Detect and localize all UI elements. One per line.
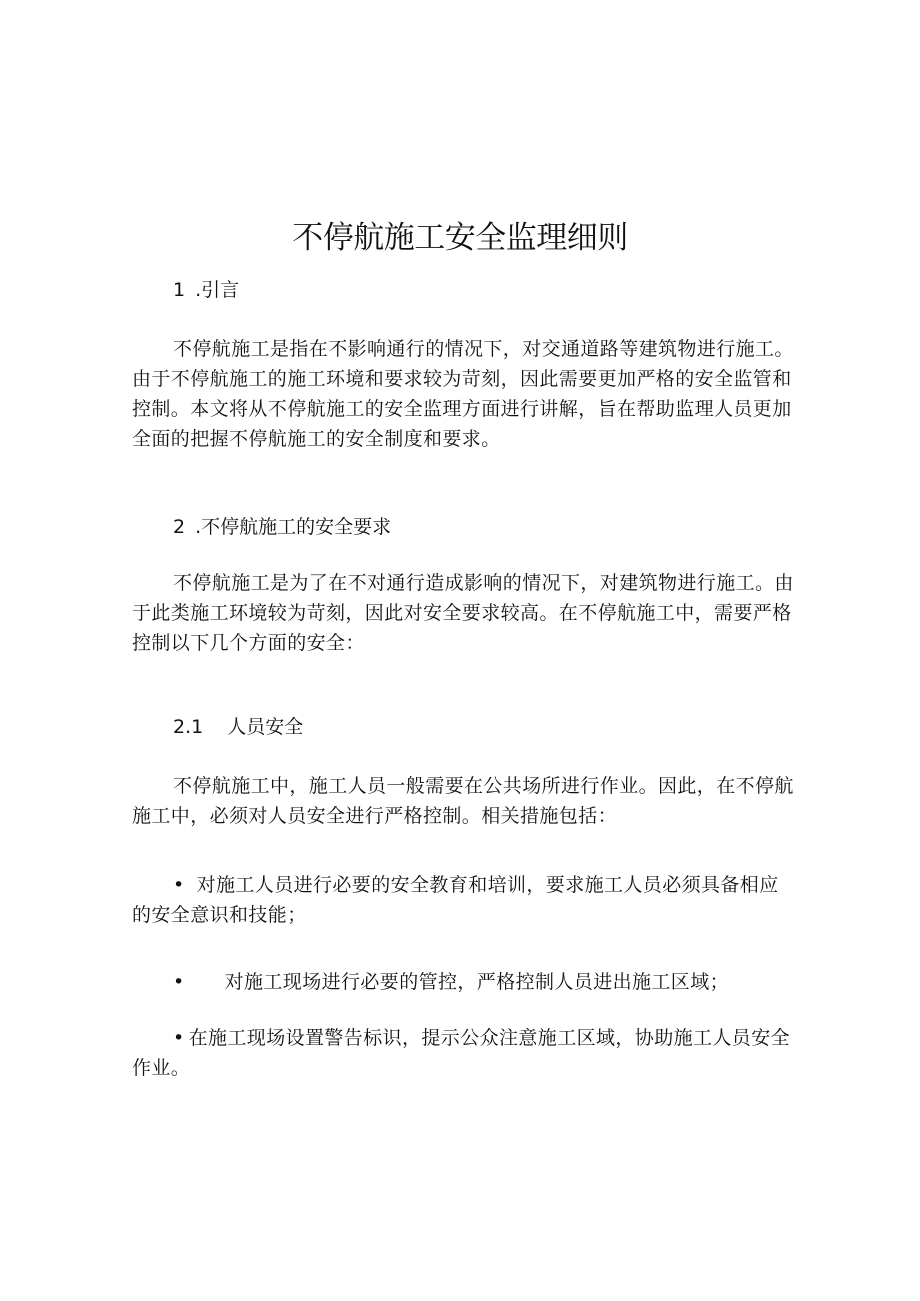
bullet-item — [132, 870, 796, 930]
bullet-text: 对施工现场进行必要的管控，严格控制人员进出施工区域； — [224, 971, 730, 993]
section-2-1-heading — [173, 712, 303, 742]
bullet-text: 在施工现场设置警告标识，提示公众注意施工区域，协助施工人员安全作业。 — [132, 1027, 791, 1079]
section-number: 1 — [173, 279, 186, 301]
bullet-item — [132, 1023, 796, 1083]
bullet-text: 对施工人员进行必要的安全教育和培训，要求施工人员必须具备相应的安全意识和技能； — [132, 874, 779, 926]
section-1-paragraph: 不停航施工是指在不影响通行的情况下，对交通道路等建筑物进行施工。由于不停航施工的施工环境和要求较为苛刻，因此需要更加严格的安全监管和控制。本文将从不停航施工的安全监理方面进行讲解，旨在帮助监理人员更加全面的把握不停航施工的安全制度和要求。 — [132, 338, 794, 450]
section-number: 2 — [173, 516, 186, 538]
section-title: .不停航施工的安全要求 — [195, 516, 392, 538]
section-2-1-paragraph: 不停航施工中，施工人员一般需要在公共场所进行作业。因此，在不停航施工中，必须对人员安全进行严格控制。相关措施包括： — [132, 775, 794, 827]
section-number: 2.1 — [173, 716, 204, 738]
bullet-icon: • — [173, 971, 185, 993]
bullet-item — [132, 967, 796, 997]
bullet-icon: • — [173, 874, 185, 896]
section-2-paragraph: 不停航施工是为了在不对通行造成影响的情况下，对建筑物进行施工。由于此类施工环境较为苛刻，因此对安全要求较高。在不停航施工中，需要严格控制以下几个方面的安全： — [132, 572, 794, 654]
section-title: .引言 — [195, 279, 240, 301]
section-1-heading — [173, 275, 239, 305]
section-title: 人员安全 — [227, 716, 304, 738]
section-2-heading — [173, 512, 391, 542]
document-title: 不停航施工安全监理细则 — [292, 220, 628, 256]
bullet-icon: • — [173, 1027, 185, 1049]
